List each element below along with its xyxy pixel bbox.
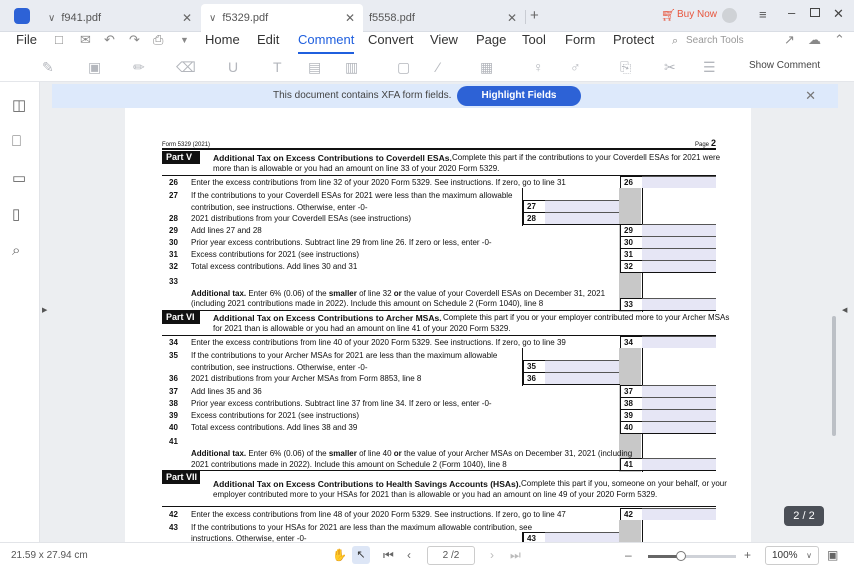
tab-f5558[interactable] <box>361 4 525 32</box>
line-42-field[interactable] <box>642 508 716 520</box>
page-size-label: 21.59 x 27.94 cm <box>11 550 88 561</box>
line-39-text: Excess contributions for 2021 (see instructions) <box>191 411 360 420</box>
menu-lines-icon[interactable]: ≡ <box>759 7 767 22</box>
mail-icon[interactable]: ✉ <box>80 32 91 47</box>
share-icon[interactable]: ↗ <box>784 32 795 47</box>
chevron-down-icon[interactable]: ∨ <box>48 12 56 24</box>
tab-bar <box>0 0 854 32</box>
line-36-field[interactable] <box>545 372 619 384</box>
part-vii-desc: Complete this part if you, someone on your behalf, or your <box>521 479 727 488</box>
paperclip-icon[interactable]: ✂ <box>664 59 676 75</box>
highlight-fields-button[interactable]: Highlight Fields <box>457 86 581 106</box>
collapse-icon[interactable]: ⌃ <box>834 32 845 47</box>
part-v-title: Additional Tax on Excess Contributions to Coverdell ESAs. <box>213 153 452 163</box>
line-31-field[interactable] <box>642 248 716 260</box>
line-41-field[interactable] <box>642 458 716 470</box>
line-33-text <box>191 289 605 299</box>
line-34-box: 34 <box>620 336 642 348</box>
xfa-notice-text: This document contains XFA form fields. <box>273 90 452 101</box>
select-tool-icon[interactable]: ↖ <box>352 546 370 564</box>
line-27-field[interactable] <box>545 200 619 212</box>
shaded-cell <box>619 520 641 542</box>
line-26-box: 26 <box>620 176 642 188</box>
buy-now-link[interactable]: Buy Now <box>677 9 718 20</box>
menu-comment[interactable]: Comment <box>298 32 354 54</box>
line-38-num: 38 <box>169 399 178 408</box>
xfa-notice-bar <box>52 84 838 108</box>
thumbnails-icon[interactable]: ◫ <box>12 97 27 114</box>
line-38-box: 38 <box>620 397 642 409</box>
line-40-num: 40 <box>169 423 178 432</box>
fit-page-icon[interactable]: ▣ <box>827 548 839 562</box>
comment-icon[interactable]: ▭ <box>12 170 27 187</box>
hand-tool-icon[interactable]: ✋ <box>332 548 347 562</box>
chevron-down-icon: ∨ <box>806 551 812 560</box>
line-43-text: If the contributions to your HSAs for 2021 are less than the maximum allowable contribution, see <box>191 523 533 532</box>
line-37-field[interactable] <box>642 385 716 397</box>
line-36-num: 36 <box>169 374 178 383</box>
redo-icon[interactable]: ↷ <box>129 32 140 47</box>
menu-tool[interactable]: Tool <box>522 32 546 47</box>
page-number-input[interactable]: 2 /2 <box>427 546 475 565</box>
part-vi-title: Additional Tax on Excess Contributions to Archer MSAs. <box>213 313 442 323</box>
status-bar <box>0 542 854 568</box>
tab-label: f5558.pdf <box>369 12 415 24</box>
line-26-text: Enter the excess contributions from line 32 of your 2020 Form 5329. See instructions. If zero, go to line 31 <box>191 178 566 187</box>
line-34-field[interactable] <box>642 336 716 348</box>
line-42-num: 42 <box>169 510 178 519</box>
pencil-icon[interactable]: ✏ <box>133 59 145 75</box>
area-highlight-icon[interactable]: ▣ <box>88 59 102 75</box>
sign-icon[interactable]: ♀ <box>533 59 544 75</box>
cloud-upload-icon[interactable]: ☁ <box>808 32 821 47</box>
line-39-num: 39 <box>169 411 178 420</box>
line-43-box: 43 <box>523 532 545 542</box>
line-32-box: 32 <box>620 260 642 272</box>
line-27-text-2: contribution, see instructions. Otherwise, enter -0- <box>191 203 368 212</box>
part-vii-title: Additional Tax on Excess Contributions to Health Savings Accounts (HSAs). <box>213 479 521 489</box>
line-41-num: 41 <box>169 437 178 446</box>
line-34-num: 34 <box>169 338 178 347</box>
part-vii-tag: Part VII <box>162 471 200 484</box>
line-33-bold-3: or <box>393 289 402 298</box>
line-38-text: Prior year excess contributions. Subtract line 37 from line 34. If zero or less, enter -0- <box>191 399 492 408</box>
line-41-box: 41 <box>620 458 642 470</box>
close-window-icon[interactable]: ✕ <box>833 6 844 21</box>
show-comment-label[interactable]: Show Comment <box>749 60 821 71</box>
line-31-box: 31 <box>620 248 642 260</box>
shape-icon[interactable]: ▢ <box>397 59 411 75</box>
line-26-num: 26 <box>169 178 178 187</box>
close-icon[interactable]: ✕ <box>181 11 192 25</box>
line-43-text-2: instructions. Otherwise, enter -0- <box>191 534 307 542</box>
line-31-text: Excess contributions for 2021 (see instructions) <box>191 250 360 259</box>
line-39-field[interactable] <box>642 409 716 421</box>
attachment-panel-icon[interactable]: ▯ <box>12 206 21 223</box>
save-icon[interactable]: □ <box>55 32 63 47</box>
line-30-text: Prior year excess contributions. Subtract line 29 from line 26. If zero or less, enter -0- <box>191 238 492 247</box>
search-tools-input[interactable]: Search Tools <box>686 35 744 46</box>
underline-icon[interactable]: U <box>228 59 239 75</box>
first-page-icon[interactable]: ⏮︎ <box>383 548 394 562</box>
eraser-icon[interactable]: ⌫ <box>176 59 196 75</box>
rule <box>162 148 716 150</box>
line-27-text: If the contributions to your Coverdell ESAs for 2021 were less than the maximum allowable <box>191 191 513 200</box>
line-33-field[interactable] <box>642 298 716 310</box>
menu-view[interactable]: View <box>430 32 458 47</box>
rule <box>522 224 620 225</box>
line-40-field[interactable] <box>642 421 716 433</box>
undo-icon[interactable]: ↶ <box>104 32 115 47</box>
line-30-field[interactable] <box>642 236 716 248</box>
rule <box>162 506 716 507</box>
line-41-bold-2: smaller <box>328 449 357 458</box>
line-33-part-3: the value of your Coverdell ESAs on December 31, 2021 <box>401 289 606 298</box>
line-41-part-3: the value of your Archer MSAs on December 31, 2021 (including <box>401 449 633 458</box>
part-vii-desc-2: employer contributed more to your HSAs for 2021 than is allowable or you had an amount on line 49 of your 2020 Form 5329. <box>213 490 658 499</box>
line-30-num: 30 <box>169 238 178 247</box>
line-26-field[interactable] <box>642 176 716 188</box>
line-30-box: 30 <box>620 236 642 248</box>
menu-file[interactable]: File <box>16 32 37 47</box>
menu-form[interactable]: Form <box>565 32 596 47</box>
line-41-text <box>191 449 632 459</box>
menu-bar <box>0 32 854 54</box>
rule <box>620 272 716 273</box>
line-35-text-2: contribution, see instructions. Otherwise, enter -0- <box>191 363 368 372</box>
highlight-icon[interactable]: ✎ <box>42 59 54 75</box>
tab-f941[interactable] <box>40 4 200 32</box>
line-33-text-2: (including 2021 contributions made in 2022). Include this amount on Schedule 2 (Form 1040), line 8 <box>191 299 544 308</box>
rule <box>522 384 620 385</box>
page-label: Page <box>695 142 710 148</box>
next-page-icon[interactable]: › <box>490 548 494 562</box>
line-42-box: 42 <box>620 508 642 520</box>
line-40-box: 40 <box>620 421 642 433</box>
line-35-num: 35 <box>169 351 178 360</box>
line-35-box: 35 <box>523 360 545 372</box>
zoom-slider[interactable] <box>648 555 736 558</box>
line-39-box: 39 <box>620 409 642 421</box>
menu-home[interactable]: Home <box>205 32 240 47</box>
menu-convert[interactable]: Convert <box>368 32 414 47</box>
stamp-icon[interactable]: ▦ <box>480 59 494 75</box>
line-43-field[interactable] <box>545 532 619 542</box>
line-31-num: 31 <box>169 250 178 259</box>
search-panel-icon[interactable]: ⌕ <box>12 242 21 259</box>
part-vi-desc-2: for 2021 than is allowable or you had an amount on line 41 of your 2020 Form 5329. <box>213 324 511 333</box>
line-37-box: 37 <box>620 385 642 397</box>
line-29-field[interactable] <box>642 224 716 236</box>
line-33-part-1: Enter 6% (0.06) of the <box>246 289 329 298</box>
line-34-text: Enter the excess contributions from line 40 of your 2020 Form 5329. See instructions. If zero, go to line 39 <box>191 338 566 347</box>
line-28-num: 28 <box>169 214 178 223</box>
line-43-num: 43 <box>169 523 178 532</box>
chevron-down-icon[interactable]: ∨ <box>209 12 217 24</box>
rule <box>162 310 716 311</box>
dropdown-icon[interactable]: ▼ <box>180 35 189 45</box>
line-33-num: 33 <box>169 277 178 286</box>
line-33-part-2: of line 32 <box>356 289 394 298</box>
zoom-in-icon[interactable]: + <box>744 548 752 562</box>
zoom-value: 100% <box>772 550 798 561</box>
part-vi-desc: Complete this part if you or your employer contributed more to your Archer MSAs <box>443 313 730 322</box>
tab-f5329[interactable] <box>201 4 363 32</box>
line-41-text-2: 2021 contributions made in 2022). Include this amount on Schedule 2 (Form 1040), line 8 <box>191 460 507 469</box>
line-38-field[interactable] <box>642 397 716 409</box>
comment-toolbar <box>0 54 854 82</box>
prev-page-icon[interactable]: ‹ <box>407 548 411 562</box>
line-28-field[interactable] <box>545 212 619 224</box>
zoom-select[interactable] <box>765 546 819 565</box>
line-41-part-2: of line 40 <box>356 449 394 458</box>
menu-protect[interactable]: Protect <box>613 32 655 47</box>
line-28-text: 2021 distributions from your Coverdell ESAs (see instructions) <box>191 214 412 223</box>
collapse-right-icon[interactable]: ◀ <box>842 307 848 314</box>
line-29-num: 29 <box>169 226 178 235</box>
line-27-num: 27 <box>169 191 178 200</box>
line-36-box: 36 <box>523 372 545 384</box>
pdf-page <box>125 108 751 542</box>
new-tab-icon[interactable]: + <box>530 7 539 24</box>
menu-page[interactable]: Page <box>476 32 507 47</box>
cart-icon[interactable]: 🛒︎ <box>661 8 677 22</box>
tab-divider <box>525 10 526 24</box>
rule <box>620 433 716 434</box>
last-page-icon[interactable]: ⏭︎ <box>510 548 521 562</box>
left-sidebar <box>0 82 40 542</box>
line-42-text: Enter the excess contributions from line 48 of your 2020 Form 5329. See instructions. If zero, go to line 47 <box>191 510 566 519</box>
right-gutter <box>820 82 854 542</box>
line-41-part-1: Enter 6% (0.06) of the <box>246 449 329 458</box>
scrollbar-thumb[interactable] <box>832 316 836 436</box>
expand-panel-icon[interactable]: ▶ <box>42 307 48 314</box>
close-icon[interactable]: ✕ <box>805 88 816 103</box>
menu-edit[interactable]: Edit <box>257 32 280 47</box>
tab-label: f5329.pdf <box>222 12 269 24</box>
user-stamp-icon[interactable]: ♂ <box>570 59 581 75</box>
zoom-slider-knob[interactable] <box>676 551 686 561</box>
zoom-out-icon[interactable]: – <box>625 548 632 562</box>
part-v-tag: Part V <box>162 151 200 164</box>
line-32-text: Total excess contributions. Add lines 30 and 31 <box>191 262 358 271</box>
line-40-text: Total excess contributions. Add lines 38 and 39 <box>191 423 358 432</box>
text-box-icon[interactable]: ▤ <box>308 59 322 75</box>
avatar[interactable] <box>722 8 737 23</box>
page-number: 2 <box>711 138 717 148</box>
line-36-text: 2021 distributions from your Archer MSAs from Form 8853, line 8 <box>191 374 422 383</box>
text-icon[interactable]: T <box>273 59 282 75</box>
line-33-bold-2: smaller <box>328 289 357 298</box>
line-37-num: 37 <box>169 387 178 396</box>
maximize-icon[interactable] <box>810 8 820 17</box>
part-v-desc-2: more than is allowable or you had an amount on line 33 of your 2020 Form 5329. <box>213 164 500 173</box>
search-icon: ⌕ <box>672 35 679 47</box>
line-35-text: If the contributions to your Archer MSAs for 2021 are less than the maximum allowable <box>191 351 498 360</box>
part-v-desc: Complete this part if the contributions to your Coverdell ESAs for 2021 were <box>452 153 721 162</box>
line-33-bold: Additional tax. <box>191 289 247 298</box>
close-icon[interactable]: ✕ <box>344 11 355 25</box>
line-28-box: 28 <box>523 212 545 224</box>
form-header-left: Form 5329 (2021) <box>162 142 211 148</box>
part-vi-tag: Part VI <box>162 311 200 324</box>
app-logo[interactable] <box>14 8 30 24</box>
line-37-text: Add lines 35 and 36 <box>191 387 262 396</box>
line-icon[interactable]: ⁄ <box>437 59 440 75</box>
line-41-bold: Additional tax. <box>191 449 247 458</box>
line-33-box: 33 <box>620 298 642 310</box>
line-29-text: Add lines 27 and 28 <box>191 226 262 235</box>
line-35-field[interactable] <box>545 360 619 372</box>
minimize-icon[interactable]: – <box>788 5 796 20</box>
attachment-icon[interactable]: ⎘ <box>620 59 632 75</box>
line-32-num: 32 <box>169 262 178 271</box>
note-icon[interactable]: ☰ <box>703 59 716 75</box>
close-icon[interactable]: ✕ <box>506 11 517 25</box>
callout-icon[interactable]: ▥ <box>345 59 359 75</box>
rule <box>162 470 716 471</box>
bookmark-icon[interactable]: ⎕ <box>12 133 22 150</box>
line-29-box: 29 <box>620 224 642 236</box>
line-32-field[interactable] <box>642 260 716 272</box>
left-gutter <box>40 82 52 542</box>
tab-label: f941.pdf <box>61 12 102 24</box>
page-indicator-badge: 2 / 2 <box>784 506 824 526</box>
print-icon[interactable]: ⎙ <box>153 32 164 47</box>
line-41-bold-3: or <box>393 449 402 458</box>
line-27-box: 27 <box>523 200 545 212</box>
